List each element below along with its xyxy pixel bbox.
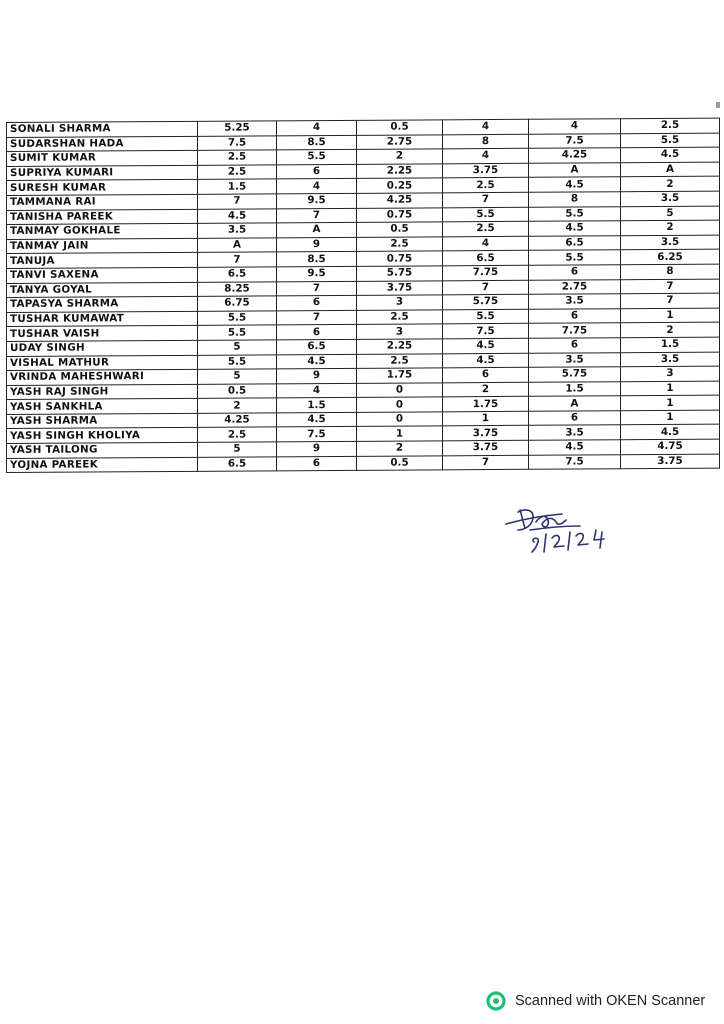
score-cell: 6 bbox=[277, 295, 357, 310]
score-cell: 6 bbox=[529, 308, 621, 323]
score-cell: 3.5 bbox=[621, 352, 720, 367]
score-cell: 4.5 bbox=[277, 354, 357, 369]
score-cell: 1 bbox=[621, 381, 720, 396]
score-cell: 2.25 bbox=[357, 164, 443, 179]
score-cell: 1 bbox=[443, 411, 529, 426]
score-cell: 6 bbox=[529, 338, 621, 353]
score-cell: 1 bbox=[621, 395, 720, 410]
score-cell: 7 bbox=[621, 293, 720, 308]
student-name-cell: SUDARSHAN HADA bbox=[7, 136, 198, 152]
score-cell: 1 bbox=[621, 308, 720, 323]
score-cell: 6.25 bbox=[621, 249, 720, 264]
score-cell: 2 bbox=[443, 382, 529, 397]
score-cell: 5.5 bbox=[529, 206, 621, 221]
score-cell: 5.5 bbox=[198, 311, 277, 326]
score-cell: 0.75 bbox=[357, 207, 443, 222]
score-cell: 6 bbox=[529, 265, 621, 280]
score-cell: 3 bbox=[621, 366, 720, 381]
score-cell: 2.5 bbox=[357, 310, 443, 325]
score-cell: 2.25 bbox=[357, 339, 443, 354]
student-name-cell: YASH SHARMA bbox=[7, 413, 198, 429]
score-cell: 5 bbox=[621, 206, 720, 221]
score-cell: 6.75 bbox=[198, 296, 277, 311]
score-cell: A bbox=[277, 223, 357, 238]
score-cell: 4 bbox=[277, 383, 357, 398]
score-cell: 4.25 bbox=[529, 148, 621, 163]
student-name-cell: VISHAL MATHUR bbox=[7, 355, 198, 371]
score-cell: 8.5 bbox=[277, 252, 357, 267]
score-cell: 7.75 bbox=[443, 265, 529, 280]
score-cell: 7 bbox=[443, 192, 529, 207]
score-cell: 3 bbox=[357, 295, 443, 310]
marks-table bbox=[6, 118, 720, 474]
score-cell: 0 bbox=[357, 397, 443, 412]
student-name-cell: VRINDA MAHESHWARI bbox=[7, 369, 198, 385]
score-cell: 5.5 bbox=[529, 250, 621, 265]
score-cell: 1.5 bbox=[621, 337, 720, 352]
student-name-cell: TANISHA PAREEK bbox=[7, 209, 198, 225]
score-cell: 1.5 bbox=[277, 398, 357, 413]
score-cell: 5 bbox=[198, 340, 277, 355]
student-name-cell: YASH TAILONG bbox=[7, 442, 198, 458]
score-cell: 9.5 bbox=[277, 266, 357, 281]
score-cell: 5.5 bbox=[277, 150, 357, 165]
score-cell: 6.5 bbox=[529, 235, 621, 250]
student-name-cell: YASH RAJ SINGH bbox=[7, 384, 198, 400]
score-cell: 7 bbox=[277, 208, 357, 223]
score-cell: 7.5 bbox=[443, 324, 529, 339]
student-name-cell: TAMMANA RAI bbox=[7, 194, 198, 210]
score-cell: 7 bbox=[198, 252, 277, 267]
score-cell: A bbox=[529, 396, 621, 411]
score-cell: 5.5 bbox=[443, 309, 529, 324]
score-cell: 0.5 bbox=[198, 384, 277, 399]
table-row bbox=[7, 454, 720, 473]
score-cell: 4.5 bbox=[529, 177, 621, 192]
score-cell: 3.75 bbox=[357, 280, 443, 295]
score-cell: 2.75 bbox=[357, 134, 443, 149]
score-cell: 7 bbox=[443, 455, 529, 470]
score-cell: 2.5 bbox=[198, 150, 277, 165]
score-cell: 7.5 bbox=[198, 135, 277, 150]
student-name-cell: YOJNA PAREEK bbox=[7, 457, 198, 473]
score-cell: 2.5 bbox=[198, 165, 277, 180]
student-name-cell: SURESH KUMAR bbox=[7, 180, 198, 196]
score-cell: 6 bbox=[277, 164, 357, 179]
score-cell: 8.5 bbox=[277, 135, 357, 150]
score-cell: 3.75 bbox=[443, 426, 529, 441]
score-cell: 4.5 bbox=[529, 221, 621, 236]
score-cell: 3.5 bbox=[529, 352, 621, 367]
score-cell: 2 bbox=[198, 398, 277, 413]
score-cell: A bbox=[529, 163, 621, 178]
score-cell: 3.5 bbox=[198, 223, 277, 238]
score-cell: 5.75 bbox=[529, 367, 621, 382]
score-cell: 4 bbox=[443, 119, 529, 134]
score-cell: 9.5 bbox=[277, 193, 357, 208]
score-cell: 2 bbox=[621, 177, 720, 192]
score-cell: 4.5 bbox=[443, 353, 529, 368]
score-cell: 9 bbox=[277, 237, 357, 252]
score-cell: 2.5 bbox=[198, 427, 277, 442]
student-name-cell: TUSHAR KUMAWAT bbox=[7, 311, 198, 327]
score-cell: 0.5 bbox=[357, 222, 443, 237]
score-cell: 4.5 bbox=[621, 147, 720, 162]
score-cell: 6.5 bbox=[198, 267, 277, 282]
score-cell: 2.5 bbox=[443, 178, 529, 193]
score-cell: 7 bbox=[621, 279, 720, 294]
score-cell: 7.5 bbox=[529, 454, 621, 469]
score-cell: 0 bbox=[357, 412, 443, 427]
score-cell: 1 bbox=[357, 426, 443, 441]
score-cell: 6.5 bbox=[198, 457, 277, 472]
student-name-cell: TANMAY JAIN bbox=[7, 238, 198, 254]
score-cell: 6.5 bbox=[277, 339, 357, 354]
score-cell: 4 bbox=[277, 120, 357, 135]
student-name-cell: TUSHAR VAISH bbox=[7, 326, 198, 342]
signature bbox=[500, 500, 625, 560]
student-name-cell: SUPRIYA KUMARI bbox=[7, 165, 198, 181]
score-cell: 7.5 bbox=[529, 133, 621, 148]
score-cell: 7.5 bbox=[277, 427, 357, 442]
score-cell: 4.5 bbox=[621, 425, 720, 440]
score-cell: 5 bbox=[198, 442, 277, 457]
score-cell: 4.5 bbox=[443, 338, 529, 353]
score-cell: 4.75 bbox=[621, 439, 720, 454]
score-cell: 1 bbox=[621, 410, 720, 425]
score-cell: 2.5 bbox=[621, 118, 720, 133]
score-cell: 5.5 bbox=[198, 325, 277, 340]
scanner-text: Scanned with OKEN Scanner bbox=[515, 993, 706, 1009]
score-cell: 0.25 bbox=[357, 178, 443, 193]
score-cell: 4 bbox=[443, 236, 529, 251]
score-cell: 8 bbox=[529, 192, 621, 207]
score-cell: 7 bbox=[277, 310, 357, 325]
oken-scanner-logo-icon bbox=[486, 991, 506, 1011]
score-cell: 3.75 bbox=[443, 440, 529, 455]
score-cell: 3.75 bbox=[621, 454, 720, 469]
score-cell: 5 bbox=[198, 369, 277, 384]
score-cell: 4.5 bbox=[277, 412, 357, 427]
score-cell: 7 bbox=[277, 281, 357, 296]
student-name-cell: YASH SINGH KHOLIYA bbox=[7, 428, 198, 444]
score-cell: 7 bbox=[198, 194, 277, 209]
score-cell: 2.5 bbox=[357, 237, 443, 252]
score-cell: 6.5 bbox=[443, 251, 529, 266]
score-cell: 2.5 bbox=[443, 221, 529, 236]
score-cell: 0.5 bbox=[357, 455, 443, 470]
score-cell: 2 bbox=[621, 220, 720, 235]
score-cell: 6 bbox=[529, 411, 621, 426]
score-cell: 7.75 bbox=[529, 323, 621, 338]
score-cell: 2 bbox=[357, 149, 443, 164]
score-cell: 9 bbox=[277, 368, 357, 383]
score-cell: 2.5 bbox=[357, 353, 443, 368]
scan-artifact bbox=[716, 102, 720, 108]
score-cell: 6 bbox=[277, 456, 357, 471]
student-name-cell: UDAY SINGH bbox=[7, 340, 198, 356]
score-cell: 8 bbox=[443, 134, 529, 149]
score-cell: 2 bbox=[357, 441, 443, 456]
score-cell: 6 bbox=[277, 325, 357, 340]
score-cell: 5.5 bbox=[621, 133, 720, 148]
score-cell: 4.5 bbox=[198, 208, 277, 223]
score-cell: 9 bbox=[277, 441, 357, 456]
score-cell: 4.25 bbox=[198, 413, 277, 428]
score-cell: 3.75 bbox=[443, 163, 529, 178]
score-cell: 4.5 bbox=[529, 440, 621, 455]
student-name-cell: TAPASYA SHARMA bbox=[7, 296, 198, 312]
score-cell: 2 bbox=[621, 322, 720, 337]
student-name-cell: TANYA GOYAL bbox=[7, 282, 198, 298]
student-name-cell: TANVI SAXENA bbox=[7, 267, 198, 283]
marks-table-body bbox=[7, 118, 720, 473]
score-cell: 5.25 bbox=[198, 121, 277, 136]
handwritten-signature-icon bbox=[500, 500, 625, 560]
score-cell: 5.5 bbox=[443, 207, 529, 222]
student-name-cell: SUMIT KUMAR bbox=[7, 151, 198, 167]
score-cell: 8.25 bbox=[198, 281, 277, 296]
score-cell: 0.75 bbox=[357, 251, 443, 266]
score-cell: 1.75 bbox=[357, 368, 443, 383]
student-name-cell: SONALI SHARMA bbox=[7, 121, 198, 137]
score-cell: 4 bbox=[443, 148, 529, 163]
student-name-cell: TANUJA bbox=[7, 253, 198, 269]
score-cell: 4.25 bbox=[357, 193, 443, 208]
score-cell: 3.5 bbox=[529, 294, 621, 309]
scanner-watermark bbox=[486, 990, 716, 1012]
score-cell: 2.75 bbox=[529, 279, 621, 294]
score-cell: 1.75 bbox=[443, 397, 529, 412]
score-cell: 0 bbox=[357, 383, 443, 398]
score-cell: A bbox=[198, 238, 277, 253]
score-cell: 5.75 bbox=[443, 294, 529, 309]
score-cell: 3.5 bbox=[621, 191, 720, 206]
score-cell: 3 bbox=[357, 324, 443, 339]
score-cell: 4 bbox=[277, 179, 357, 194]
score-cell: 3.5 bbox=[621, 235, 720, 250]
score-cell: 7 bbox=[443, 280, 529, 295]
score-cell: 1.5 bbox=[198, 179, 277, 194]
student-name-cell: TANMAY GOKHALE bbox=[7, 223, 198, 239]
score-cell: 1.5 bbox=[529, 381, 621, 396]
score-cell: A bbox=[621, 162, 720, 177]
score-cell: 4 bbox=[529, 119, 621, 134]
student-name-cell: YASH SANKHLA bbox=[7, 399, 198, 415]
score-cell: 0.5 bbox=[357, 120, 443, 135]
score-cell: 6 bbox=[443, 367, 529, 382]
score-cell: 5.5 bbox=[198, 354, 277, 369]
score-cell: 3.5 bbox=[529, 425, 621, 440]
score-cell: 5.75 bbox=[357, 266, 443, 281]
score-cell: 8 bbox=[621, 264, 720, 279]
